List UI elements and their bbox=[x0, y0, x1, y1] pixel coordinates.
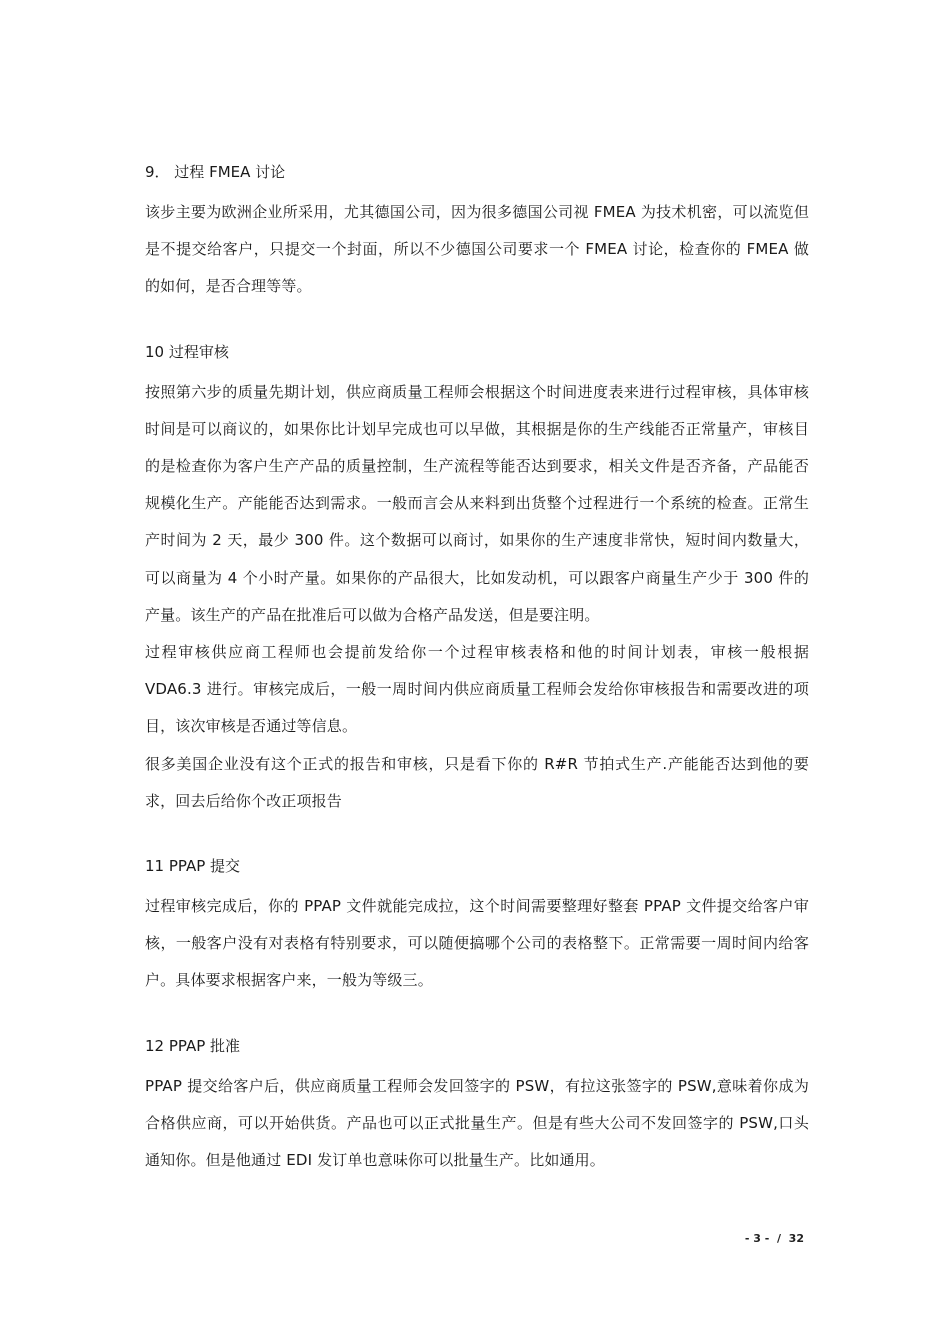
document-body bbox=[145, 158, 809, 1179]
section-heading: 9． 过程 FMEA 讨论 bbox=[145, 163, 286, 181]
section-fmea-discussion bbox=[145, 158, 809, 306]
section-heading: 12 PPAP 批准 bbox=[145, 1036, 241, 1055]
section-ppap-approval bbox=[145, 1032, 809, 1180]
section-heading: 11 PPAP 提交 bbox=[145, 857, 241, 876]
section-process-audit bbox=[145, 338, 809, 820]
paragraph: 过程审核供应商工程师也会提前发给你一个过程审核表格和他的时间计划表，审核一般根据 VDA6.3 进行。审核完成后，一般一周时间内供应商质量工程师会发给你审核报告和需要改进的项目，该次审核是否通过等信息。 bbox=[145, 643, 809, 736]
paragraph: 很多美国企业没有这个正式的报告和审核，只是看下你的 R#R 节拍式生产.产能能否达到他的要求，回去后给你个改正项报告 bbox=[145, 754, 809, 810]
page-number: - 3 - / 32 bbox=[744, 1232, 804, 1245]
section-ppap-submission bbox=[145, 852, 809, 1000]
section-heading: 10 过程审核 bbox=[145, 342, 229, 361]
spacer bbox=[145, 820, 809, 852]
spacer bbox=[145, 306, 809, 338]
paragraph: 该步主要为欧洲企业所采用，尤其德国公司，因为很多德国公司视 FMEA 为技术机密，可以流览但是不提交给客户，只提交一个封面，所以不少德国公司要求一个 FMEA 讨论，检查你的 FMEA 做的如何，是否合理等等。 bbox=[145, 203, 809, 296]
spacer bbox=[145, 1000, 809, 1032]
paragraph: 过程审核完成后，你的 PPAP 文件就能完成拉，这个时间需要整理好整套 PPAP 文件提交给客户审核，一般客户没有对表格有特别要求，可以随便搞哪个公司的表格整下。正常需要一周时间内给客户。具体要求根据客户来，一般为等级三。 bbox=[145, 897, 809, 990]
paragraph: 按照第六步的质量先期计划，供应商质量工程师会根据这个时间进度表来进行过程审核，具体审核时间是可以商议的，如果你比计划早完成也可以早做，其根据是你的生产线能否正常量产，审核目的是检查你为客户生产产品的质量控制，生产流程等能否达到要求，相关文件是否齐备，产品能否规模化生产。产能能否达到需求。一般而言会从来料到出货整个过程进行一个系统的检查。正常生产时间为 2 天，最少 300 件。这个数据可以商讨，如果你的生产速度非常快，短时间内数量大，可以商量为 4 个小时产量。如果你的产品很大，比如发动机，可以跟客户商量生产少于 300 件的产量。该生产的产品在批准后可以做为合格产品发送，但是要注明。 bbox=[145, 382, 809, 624]
paragraph: PPAP 提交给客户后，供应商质量工程师会发回签字的 PSW，有拉这张签字的 PSW,意味着你成为合格供应商，可以开始供货。产品也可以正式批量生产。但是有些大公司不发回签字的 PSW,口头通知你。但是他通过 EDI 发订单也意味你可以批量生产。比如通用。 bbox=[145, 1076, 809, 1170]
